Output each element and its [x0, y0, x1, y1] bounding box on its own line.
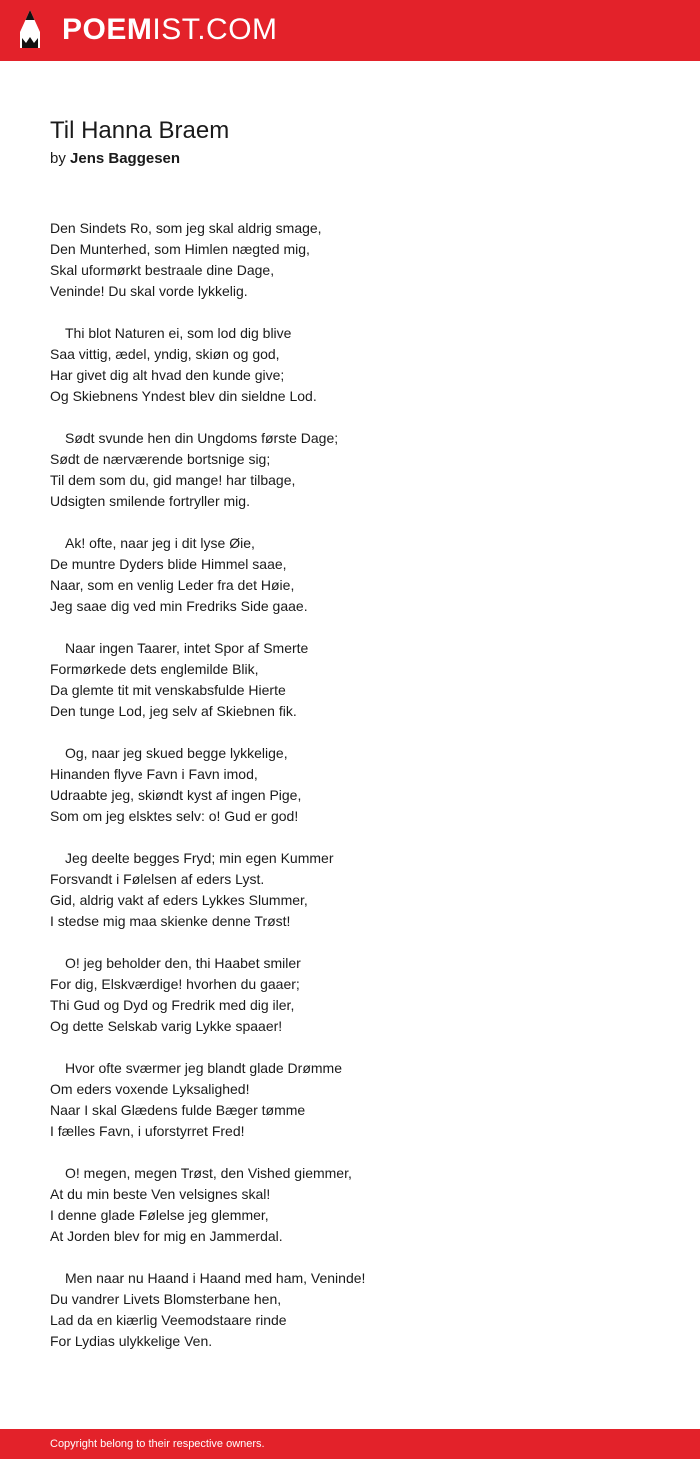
poem-line: Ak! ofte, naar jeg i dit lyse Øie,: [65, 535, 255, 551]
poem-stanza: [50, 1058, 650, 1142]
poem-byline: [50, 148, 180, 170]
poem-line: Jeg deelte begges Fryd; min egen Kummer: [65, 850, 334, 866]
poem-line: For Lydias ulykkelige Ven.: [50, 1333, 213, 1349]
poem-line: Den Sindets Ro, som jeg skal aldrig smage,: [50, 220, 322, 236]
poem-line: Sødt de nærværende bortsnige sig;: [50, 451, 271, 467]
poem-line: Den tunge Lod, jeg selv af Skiebnen fik.: [50, 703, 297, 719]
poem-line: Og, naar jeg skued begge lykkelige,: [65, 745, 288, 761]
poem-line: Saa vittig, ædel, yndig, skiøn og god,: [50, 346, 280, 362]
pencil-tip-icon[interactable]: [18, 10, 42, 50]
poem-line: Udraabte jeg, skiøndt kyst af ingen Pige,: [50, 787, 302, 803]
poem-stanza: [50, 1163, 650, 1247]
poem-line: O! jeg beholder den, thi Haabet smiler: [65, 955, 301, 971]
poem-line: Hvor ofte sværmer jeg blandt glade Drømme: [65, 1060, 342, 1076]
poem-line: I stedse mig maa skienke denne Trøst!: [50, 913, 291, 929]
poem-line: Hinanden flyve Favn i Favn imod,: [50, 766, 258, 782]
poem-line: O! megen, megen Trøst, den Vished giemmer,: [65, 1165, 352, 1181]
poem-line: Gid, aldrig vakt af eders Lykkes Slummer,: [50, 892, 308, 908]
poem-stanza: [50, 533, 650, 617]
poem-line: For dig, Elskværdige! hvorhen du gaaer;: [50, 976, 300, 992]
site-logo-link[interactable]: [62, 12, 278, 48]
poem-body: [50, 218, 650, 1373]
poem-line: Den Munterhed, som Himlen nægted mig,: [50, 241, 310, 257]
poem-line: At Jorden blev for mig en Jammerdal.: [50, 1228, 283, 1244]
poem-line: Naar, som en venlig Leder fra det Høie,: [50, 577, 295, 593]
author-name: Jens Baggesen: [70, 150, 181, 167]
poem-line: Og dette Selskab varig Lykke spaaer!: [50, 1018, 283, 1034]
poem-line: Thi blot Naturen ei, som lod dig blive: [65, 325, 292, 341]
poem-line: Om eders voxende Lyksalighed!: [50, 1081, 250, 1097]
poem-line: Sødt svunde hen din Ungdoms første Dage;: [65, 430, 339, 446]
poem-line: Som om jeg elsktes selv: o! Gud er god!: [50, 808, 299, 824]
poem-line: Naar ingen Taarer, intet Spor af Smerte: [65, 640, 309, 656]
poem-stanza: [50, 743, 650, 827]
poem-line: Og Skiebnens Yndest blev din sieldne Lod.: [50, 388, 317, 404]
poem-line: Naar I skal Glædens fulde Bæger tømme: [50, 1102, 306, 1118]
poem-line: Formørkede dets englemilde Blik,: [50, 661, 259, 677]
poem-line: Lad da en kiærlig Veemodstaare rinde: [50, 1312, 287, 1328]
poem-line: Da glemte tit mit venskabsfulde Hierte: [50, 682, 286, 698]
poem-line: Du vandrer Livets Blomsterbane hen,: [50, 1291, 282, 1307]
poem-line: Udsigten smilende fortryller mig.: [50, 493, 250, 509]
poem-line: I denne glade Følelse jeg glemmer,: [50, 1207, 269, 1223]
poem-line: Jeg saae dig ved min Fredriks Side gaae.: [50, 598, 308, 614]
poem-stanza: [50, 1268, 650, 1352]
poem-stanza: [50, 848, 650, 932]
poem-stanza: [50, 638, 650, 722]
site-header: [0, 0, 700, 61]
poem-line: Har givet dig alt hvad den kunde give;: [50, 367, 285, 383]
poem-stanza: [50, 953, 650, 1037]
poem-line: Til dem som du, gid mange! har tilbage,: [50, 472, 296, 488]
by-label: by: [50, 150, 66, 167]
poem-line: At du min beste Ven velsignes skal!: [50, 1186, 271, 1202]
poem-line: Forsvandt i Følelsen af eders Lyst.: [50, 871, 265, 887]
poem-line: Veninde! Du skal vorde lykkelig.: [50, 283, 248, 299]
poem-stanza: [50, 218, 650, 302]
poem-line: Skal uformørkt bestraale dine Dage,: [50, 262, 275, 278]
poem-title: Til Hanna Braem: [50, 117, 230, 144]
poem-line: I fælles Favn, i uforstyrret Fred!: [50, 1123, 245, 1139]
poem-stanza: [50, 323, 650, 407]
poem-line: Thi Gud og Dyd og Fredrik med dig iler,: [50, 997, 295, 1013]
poem-stanza: [50, 428, 650, 512]
poem-line: Men naar nu Haand i Haand med ham, Veninde!: [65, 1270, 366, 1286]
logo-bold-text: POEM: [62, 13, 153, 46]
site-footer: [0, 1429, 700, 1459]
copyright-text: Copyright belong to their respective owners.: [50, 1438, 265, 1450]
logo-light-text: IST.COM: [152, 13, 278, 46]
poem-line: De muntre Dyders blide Himmel saae,: [50, 556, 287, 572]
